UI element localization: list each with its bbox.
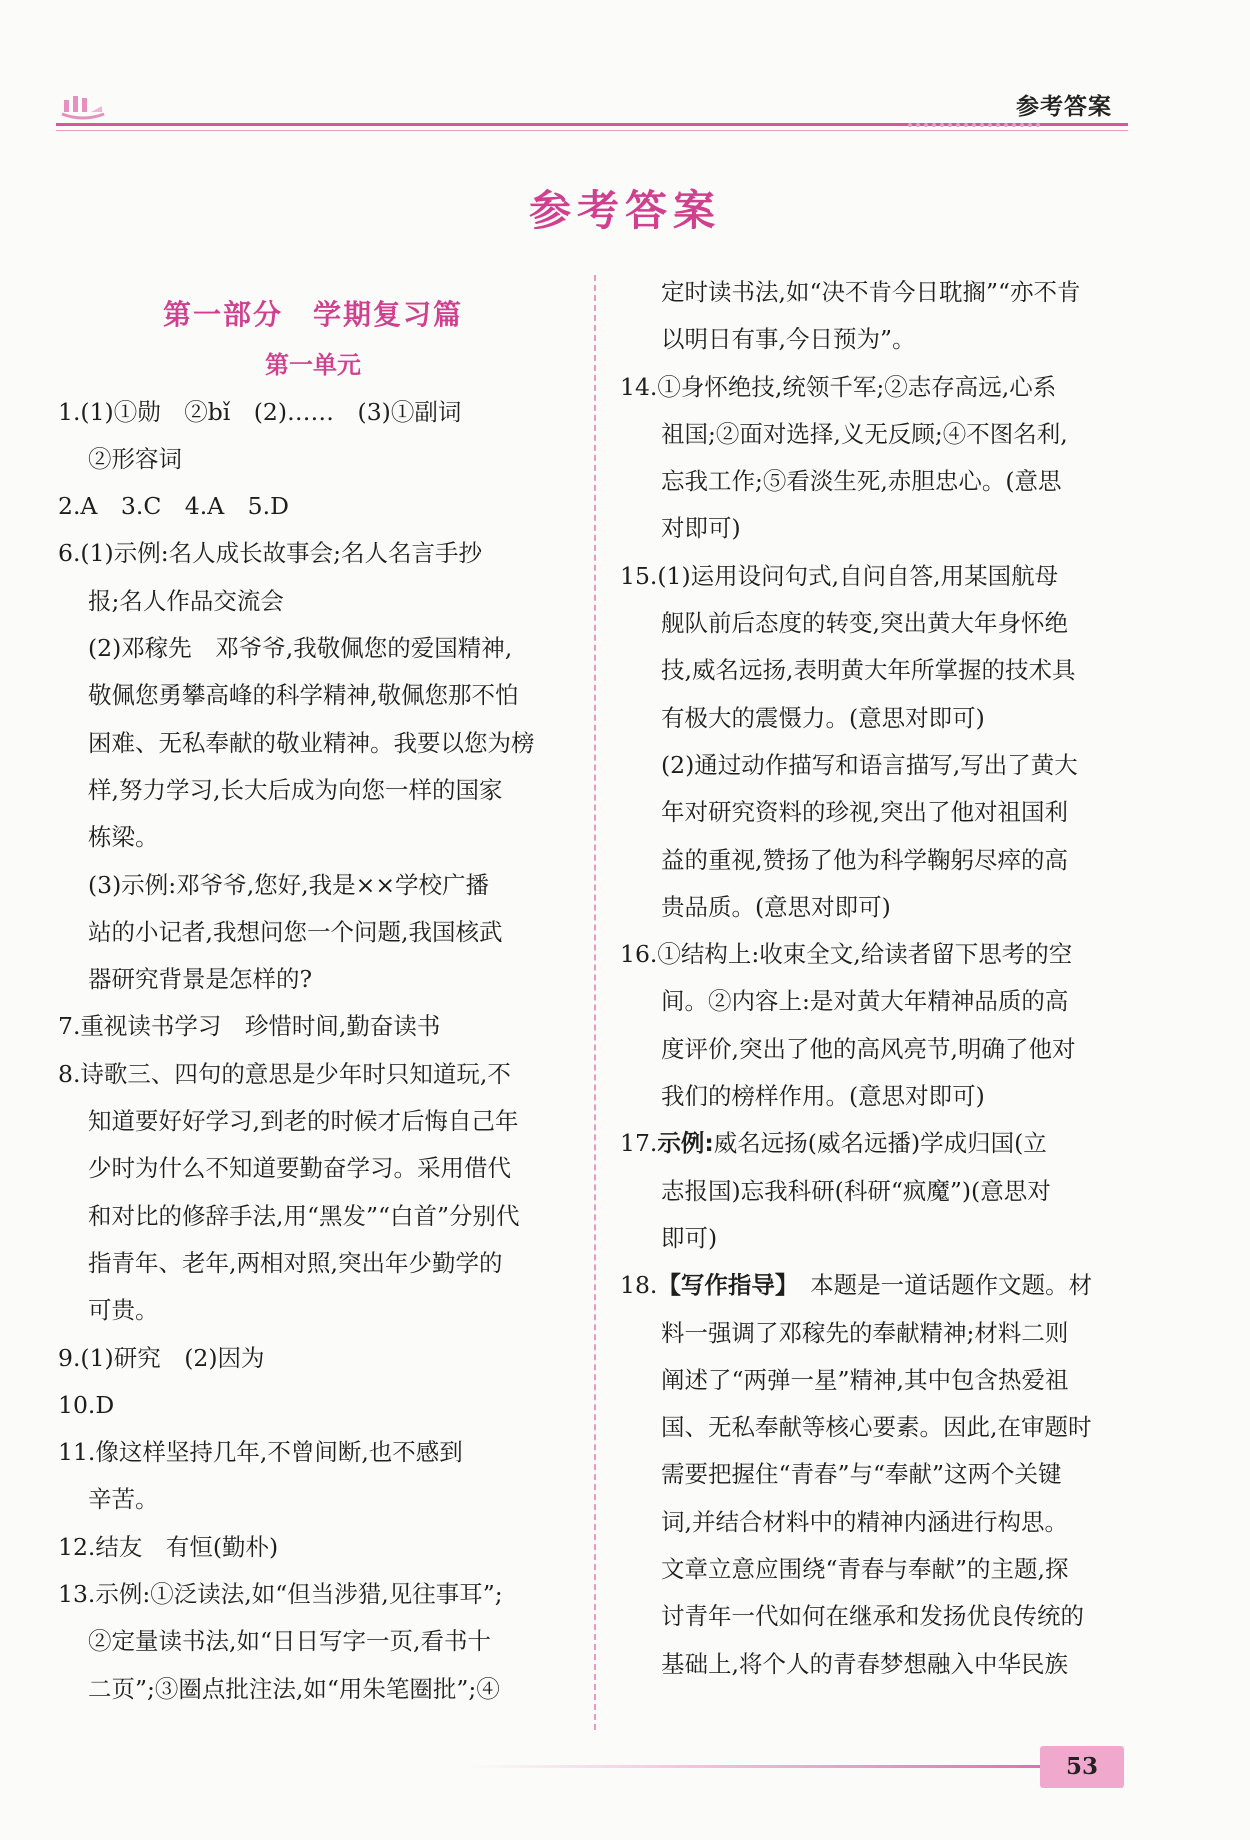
text-line: 贵品质。(意思对即可)	[661, 892, 891, 921]
text-line: 定时读书法,如“决不肯今日耽搁”“亦不肯	[661, 278, 1081, 306]
text-line: ②形容词	[88, 444, 182, 473]
text-line: 指青年、老年,两相对照,突出年少勤学的	[88, 1248, 503, 1277]
text-line: 和对比的修辞手法,用“黑发”“白首”分别代	[88, 1201, 520, 1230]
text-line: 词,并结合材料中的精神内涵进行构思。	[661, 1507, 1068, 1536]
text-line: 祖国;②面对选择,义无反顾;④不图名利,	[661, 419, 1068, 448]
text-span: 本题是一道话题作文题。材	[810, 1271, 1093, 1300]
text-line: 6.(1)示例:名人成长故事会;名人名言手抄	[58, 539, 483, 568]
text-line: 需要把握住“青春”与“奉献”这两个关键	[661, 1460, 1062, 1489]
part-title: 第一部分 学期复习篇	[162, 298, 463, 331]
text-line: ②定量读书法,如“日日写字一页,看书十	[88, 1627, 491, 1656]
footer-rule	[470, 1765, 1040, 1768]
text-line: 敬佩您勇攀高峰的科学精神,敬佩您那不怕	[88, 681, 519, 710]
text-line: (2)邓稼先 邓爷爷,我敬佩您的爱国精神,	[88, 634, 513, 663]
text-line: 1.(1)①勋 ②bǐ (2)…… (3)①副词	[58, 397, 462, 426]
text-line: 器研究背景是怎样的?	[88, 965, 313, 994]
text-line: 10.D	[58, 1390, 115, 1419]
page-number: 53	[1040, 1746, 1124, 1788]
text-line: 间。②内容上:是对黄大年精神品质的高	[661, 987, 1069, 1016]
text-line: 对即可)	[661, 514, 741, 543]
text-line: 知道要好好学习,到老的时候才后悔自己年	[88, 1107, 519, 1136]
text-line: 18.【写作指导】 本题是一道话题作文题。材	[620, 1271, 1093, 1300]
text-line: 基础上,将个人的青春梦想融入中华民族	[661, 1649, 1068, 1678]
text-line: 2.A 3.C 4.A 5.D	[58, 492, 289, 521]
text-line: 样,努力学习,长大后成为向您一样的国家	[88, 775, 503, 804]
text-line: 有极大的震慑力。(意思对即可)	[661, 703, 985, 732]
header-dots-decoration	[905, 119, 1045, 131]
text-line: 8.诗歌三、四句的意思是少年时只知道玩,不	[58, 1059, 511, 1088]
text-line: 忘我工作;⑤看淡生死,赤胆忠心。(意思	[661, 467, 1062, 496]
text-line: 舰队前后态度的转变,突出黄大年身怀绝	[661, 609, 1068, 638]
example-label: 示例:	[657, 1129, 714, 1158]
text-line: 13.示例:①泛读法,如“但当涉猎,见往事耳”;	[58, 1580, 503, 1609]
text-line: 困难、无私奉献的敬业精神。我要以您为榜	[88, 728, 535, 757]
text-line: 文章立意应围绕“青春与奉献”的主题,探	[661, 1555, 1069, 1584]
text-line: 可贵。	[88, 1296, 159, 1325]
text-line: 辛苦。	[88, 1485, 159, 1514]
text-line: 少时为什么不知道要勤奋学习。采用借代	[88, 1154, 511, 1183]
right-column	[620, 269, 1135, 1688]
text-line: 度评价,突出了他的高风亮节,明确了他对	[661, 1034, 1076, 1063]
text-line: 以明日有事,今日预为”。	[661, 325, 916, 354]
text-line: 12.结友 有恒(勤朴)	[58, 1532, 279, 1561]
text-line: 站的小记者,我想问您一个问题,我国核武	[88, 917, 503, 946]
writing-guide-label: 【写作指导】	[657, 1271, 787, 1300]
text-span: 威名远扬(威名远播)学成归国(立	[713, 1129, 1047, 1158]
text-line: 国、无私奉献等核心要素。因此,在审题时	[661, 1413, 1092, 1442]
header-title: 参考答案	[1016, 94, 1112, 120]
text-line: 栋梁。	[88, 823, 159, 852]
text-line: 我们的榜样作用。(意思对即可)	[661, 1082, 985, 1111]
text-line: 年对研究资料的珍视,突出了他对祖国利	[661, 798, 1068, 827]
text-line: (2)通过动作描写和语言描写,写出了黄大	[661, 750, 1078, 779]
text-line: 阐述了“两弹一星”精神,其中包含热爱祖	[661, 1365, 1069, 1394]
text-line: 讨青年一代如何在继承和发扬优良传统的	[661, 1602, 1084, 1631]
text-line: 17.示例:威名远扬(威名远播)学成归国(立	[620, 1129, 1047, 1158]
left-column	[58, 291, 568, 1713]
text-line: 志报国)忘我科研(科研“疯魔”)(意思对	[661, 1176, 1051, 1205]
text-line: 料一强调了邓稼先的奉献精神;材料二则	[661, 1318, 1069, 1347]
text-line: 7.重视读书学习 珍惜时间,勤奋读书	[58, 1012, 441, 1041]
text-line: 报;名人作品交流会	[88, 586, 284, 615]
text-line: 益的重视,赞扬了他为科学鞠躬尽瘁的高	[661, 845, 1068, 874]
page-title: 参考答案	[528, 186, 721, 235]
text-line: 14.①身怀绝技,统领千军;②志存高远,心系	[620, 372, 1057, 401]
header-logo-icon	[58, 86, 108, 122]
text-line: 16.①结构上:收束全文,给读者留下思考的空	[620, 940, 1073, 969]
text-line: 技,威名远扬,表明黄大年所掌握的技术具	[661, 656, 1076, 685]
unit-title: 第一单元	[265, 350, 361, 380]
text-line: 二页”;③圈点批注法,如“用朱笔圈批”;④	[88, 1674, 500, 1703]
text-line: 15.(1)运用设问句式,自问自答,用某国航母	[620, 561, 1059, 590]
text-line: 即可)	[661, 1223, 718, 1252]
text-line: (3)示例:邓爷爷,您好,我是××学校广播	[88, 870, 490, 899]
text-line: 11.像这样坚持几年,不曾间断,也不感到	[58, 1438, 463, 1467]
column-divider	[594, 275, 596, 1730]
text-line: 9.(1)研究 (2)因为	[58, 1343, 265, 1372]
